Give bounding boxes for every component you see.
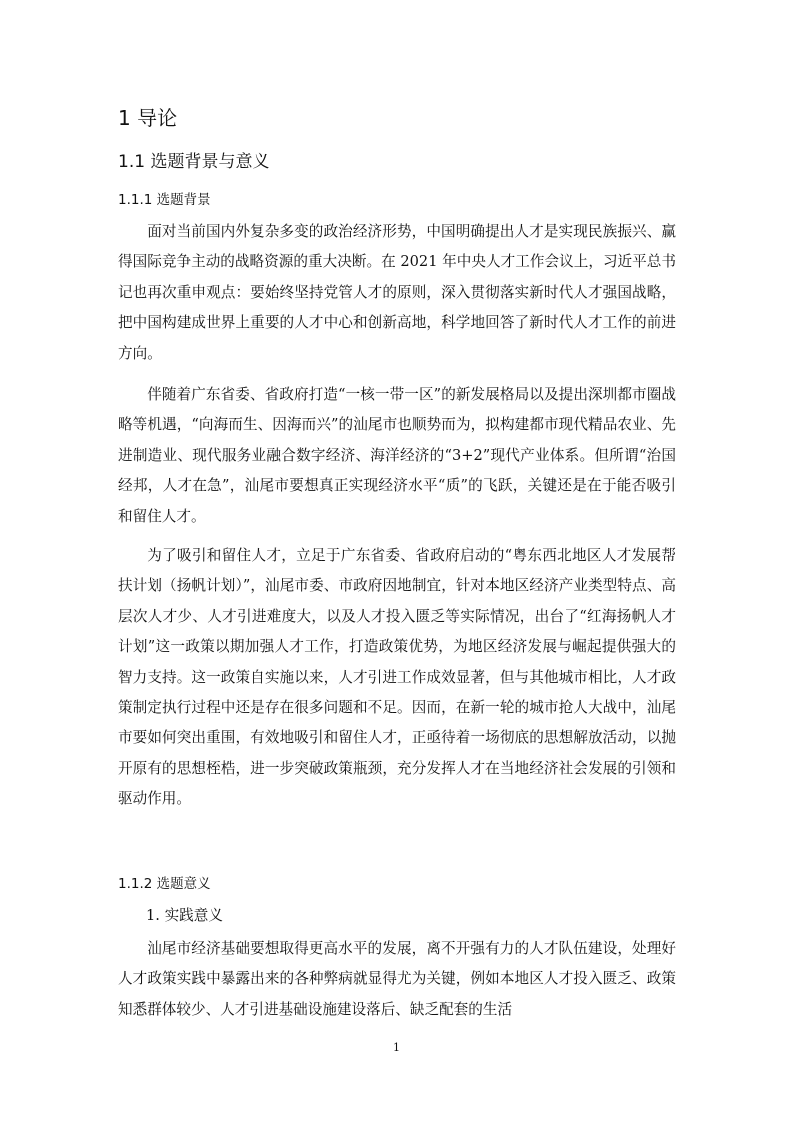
subsection-title-background: 1.1.1 选题背景	[118, 192, 211, 208]
body-paragraph-2: 伴随着广东省委、省政府打造“一核一带一区”的新发展格局以及提出深圳都市圈战略等机遇，“向海而生、因海而兴”的汕尾市也顺势而为，拟构建都市现代精品农业、先进制造业、现代服务业融合数字经济、海洋经济的“3+2”现代产业体系。但所谓“治国经邦，人才在急”，汕尾市要想真正实现经济水平“质”的飞跃，关键还是在于能否吸引和留住人才。	[118, 386, 676, 525]
subsection-title-significance: 1.1.2 选题意义	[118, 876, 211, 892]
section-title: 1.1 选题背景与意义	[118, 152, 270, 172]
body-paragraph-3: 为了吸引和留住人才，立足于广东省委、省政府启动的“粤东西北地区人才发展帮扶计划（扬帆计划）”，汕尾市委、市政府因地制宜，针对本地区经济产业类型特点、高层次人才少、人才引进难度大，以及人才投入匮乏等实际情况，出台了“红海扬帆人才计划”这一政策以期加强人才工作，打造政策优势，为地区经济发展与崛起提供强大的智力支持。这一政策自实施以来，人才引进工作成效显著，但与其他城市相比，人才政策制定执行过程中还是存在很多问题和不足。因而，在新一轮的城市抢人大战中，汕尾市要如何突出重围，有效地吸引和留住人才，正亟待着一场彻底的思想解放活动，以抛开原有的思想桎梏，进一步突破政策瓶颈，充分发挥人才在当地经济社会发展的引领和驱动作用。	[118, 547, 676, 808]
chapter-title: 1 导论	[118, 106, 178, 130]
item-title-practical-significance: 1. 实践意义	[146, 907, 223, 924]
page-number: 1	[393, 1041, 400, 1054]
body-paragraph-1: 面对当前国内外复杂多变的政治经济形势，中国明确提出人才是实现民族振兴、赢得国际竞争主动的战略资源的重大决断。在 2021 年中央人才工作会议上，习近平总书记也再次重申观点：要始终坚持党管人才的原则，深入贯彻落实新时代人才强国战略，把中国构建成世界上重要的人才中心和创新高地，科学地回答了新时代人才工作的前进方向。	[118, 223, 676, 362]
body-paragraph-4: 汕尾市经济基础要想取得更高水平的发展，离不开强有力的人才队伍建设，处理好人才政策实践中暴露出来的各种弊病就显得尤为关键，例如本地区人才投入匮乏、政策知悉群体较少、人才引进基础设施建设落后、缺乏配套的生活	[118, 940, 676, 1018]
